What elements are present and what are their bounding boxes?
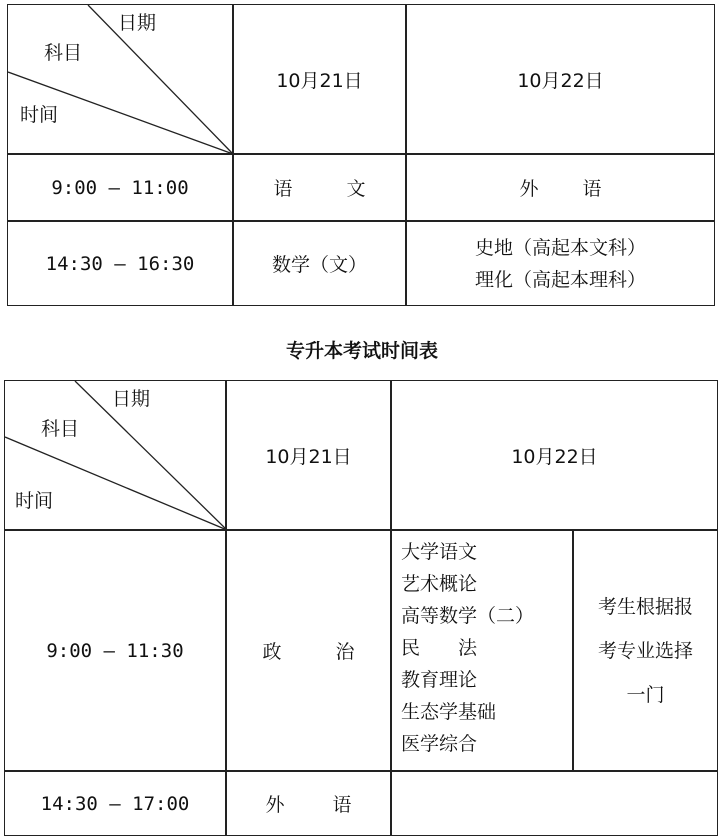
table2-row2-day1-char2: 语 xyxy=(332,794,352,816)
list-item: 大学语文 xyxy=(401,541,478,563)
table2-row1-time: 9:00 — 11:30 xyxy=(46,639,184,662)
table1-row1-day1-char2: 文 xyxy=(346,178,366,200)
table2-row2-day1 xyxy=(227,772,390,835)
table2-row1-day1-char2: 治 xyxy=(335,641,355,663)
table2-note-line3: 一门 xyxy=(626,683,665,706)
table1-row2-day2-line2: 理化（高起本理科） xyxy=(474,268,646,291)
table1-corner-subject-label: 科目 xyxy=(43,41,82,64)
table1-row1-day2-char1: 外 xyxy=(519,178,539,200)
table2-corner-time-label: 时间 xyxy=(14,489,53,512)
table2-row1-day1 xyxy=(227,531,390,770)
table2-date-header-1: 10月21日 xyxy=(265,445,352,468)
table2-corner-date-label: 日期 xyxy=(111,387,150,410)
table2-note-line2: 考专业选择 xyxy=(597,639,693,662)
table2-corner-subject-label: 科目 xyxy=(40,417,79,440)
table1-row1-day2 xyxy=(407,155,714,220)
table2-date-header-2: 10月22日 xyxy=(511,445,598,468)
table2-row2-time: 14:30 — 17:00 xyxy=(40,792,190,815)
table2-row1-day2-subject-list xyxy=(401,536,569,760)
list-item: 教育理论 xyxy=(401,669,478,691)
table1-row2-day2 xyxy=(407,222,714,305)
table1-corner-date-label: 日期 xyxy=(117,11,156,34)
table2-row2-day1-char1: 外 xyxy=(265,794,285,816)
list-item: 民 法 xyxy=(401,637,478,659)
table1-row1-day1-char1: 语 xyxy=(273,178,293,200)
table1-row2-day2-line1: 史地（高起本文科） xyxy=(474,236,646,259)
table1-row1-day2-char2: 语 xyxy=(582,178,602,200)
list-item: 医学综合 xyxy=(401,733,478,755)
list-item: 艺术概论 xyxy=(401,573,478,595)
table1-date-header-1: 10月21日 xyxy=(276,69,363,92)
table1-row1-day1 xyxy=(234,155,405,220)
list-item: 生态学基础 xyxy=(401,701,497,723)
table-caption: 专升本考试时间表 xyxy=(285,340,438,362)
table2-row2-day2 xyxy=(392,772,717,835)
table1-row2-day1: 数学（文） xyxy=(271,254,367,276)
table2-row1-day2-note xyxy=(574,531,717,770)
table1-row2-time: 14:30 — 16:30 xyxy=(45,252,195,275)
table2-row1-day1-char1: 政 xyxy=(262,641,282,663)
table1-date-header-2: 10月22日 xyxy=(517,69,604,92)
table2-note-line1: 考生根据报 xyxy=(597,595,693,618)
exam-table-zhuanshengben xyxy=(4,380,718,836)
list-item: 高等数学（二） xyxy=(401,605,535,627)
table1-corner-time-label: 时间 xyxy=(19,103,58,126)
table1-row1-time: 9:00 — 11:00 xyxy=(51,176,189,199)
exam-table-gaoqiben xyxy=(7,4,715,306)
